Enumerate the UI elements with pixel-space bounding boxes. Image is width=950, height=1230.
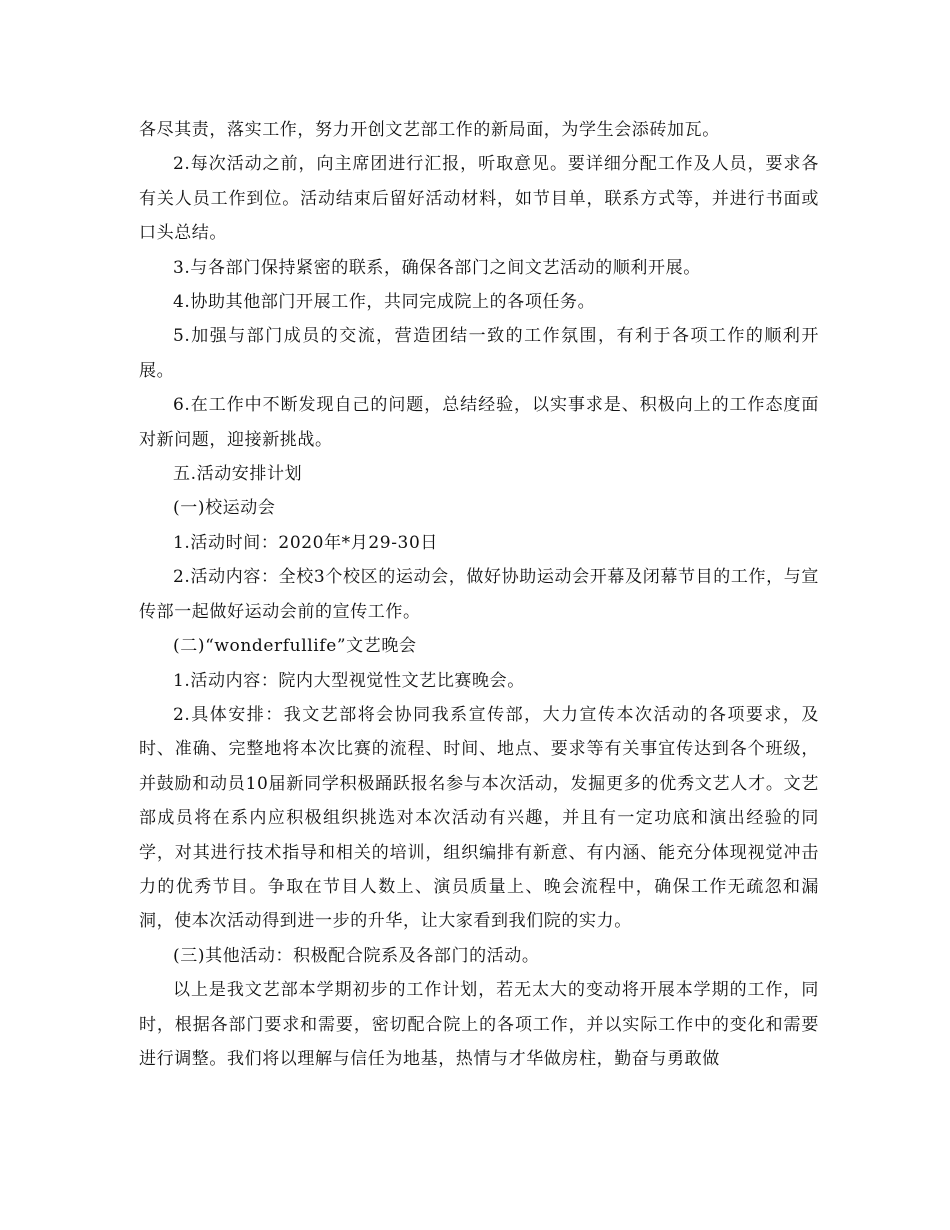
section-heading-activity-plan: 五.活动安排计划 bbox=[173, 464, 303, 485]
subheading-gala: (二)“wonderfullife”文艺晚会 bbox=[173, 636, 417, 657]
paragraph-activity-content: 2.活动内容：全校3个校区的运动会，做好协助运动会开幕及闭幕节目的工作，与宣传部一起做好运动会前的宣传工作。 bbox=[139, 567, 819, 622]
document-body bbox=[139, 113, 819, 1076]
paragraph-3: 3.与各部门保持紧密的联系，确保各部门之间文艺活动的顺利开展。 bbox=[173, 257, 701, 278]
paragraph-5: 5.加强与部门成员的交流，营造团结一致的工作氛围，有利于各项工作的顺利开展。 bbox=[139, 326, 819, 381]
subheading-sports-meet: (一)校运动会 bbox=[173, 498, 276, 519]
subheading-other-activities: (三)其他活动：积极配合院系及各部门的活动。 bbox=[173, 945, 540, 966]
paragraph-conclusion: 以上是我文艺部本学期初步的工作计划，若无太大的变动将开展本学期的工作，同时，根据各部门要求和需要，密切配合院上的各项工作，并以实际工作中的变化和需要进行调整。我们将以理解与信任为地基，热情与才华做房柱，勤奋与勇敢做 bbox=[139, 980, 819, 1069]
paragraph-gala-content: 1.活动内容：院内大型视觉性文艺比赛晚会。 bbox=[173, 670, 525, 691]
paragraph-gala-arrangement: 2.具体安排：我文艺部将会协同我系宣传部，大力宣传本次活动的各项要求，及时、准确、完整地将本次比赛的流程、时间、地点、要求等有关事宜传达到各个班级，并鼓励和动员10届新同学积极踊跃报名参与本次活动，发掘更多的优秀文艺人才。文艺部成员将在系内应积极组织挑选对本次活动有兴趣，并且有一定功底和演出经验的同学，对其进行技术指导和相关的培训，组织编排有新意、有内涵、能充分体现视觉冲击力的优秀节目。争取在节目人数上、演员质量上、晚会流程中，确保工作无疏忽和漏洞，使本次活动得到进一步的升华，让大家看到我们院的实力。 bbox=[139, 704, 819, 932]
paragraph-2: 2.每次活动之前，向主席团进行汇报，听取意见。要详细分配工作及人员，要求各有关人员工作到位。活动结束后留好活动材料，如节目单，联系方式等，并进行书面或口头总结。 bbox=[139, 154, 819, 244]
paragraph-4: 4.协助其他部门开展工作，共同完成院上的各项任务。 bbox=[173, 292, 596, 313]
paragraph-6: 6.在工作中不断发现自己的问题，总结经验，以实事求是、积极向上的工作态度面对新问题，迎接新挑战。 bbox=[139, 395, 819, 450]
paragraph-1: 各尽其责，落实工作，努力开创文艺部工作的新局面，为学生会添砖加瓦。 bbox=[139, 120, 720, 140]
paragraph-activity-time: 1.活动时间：2020年*月29-30日 bbox=[173, 532, 438, 553]
